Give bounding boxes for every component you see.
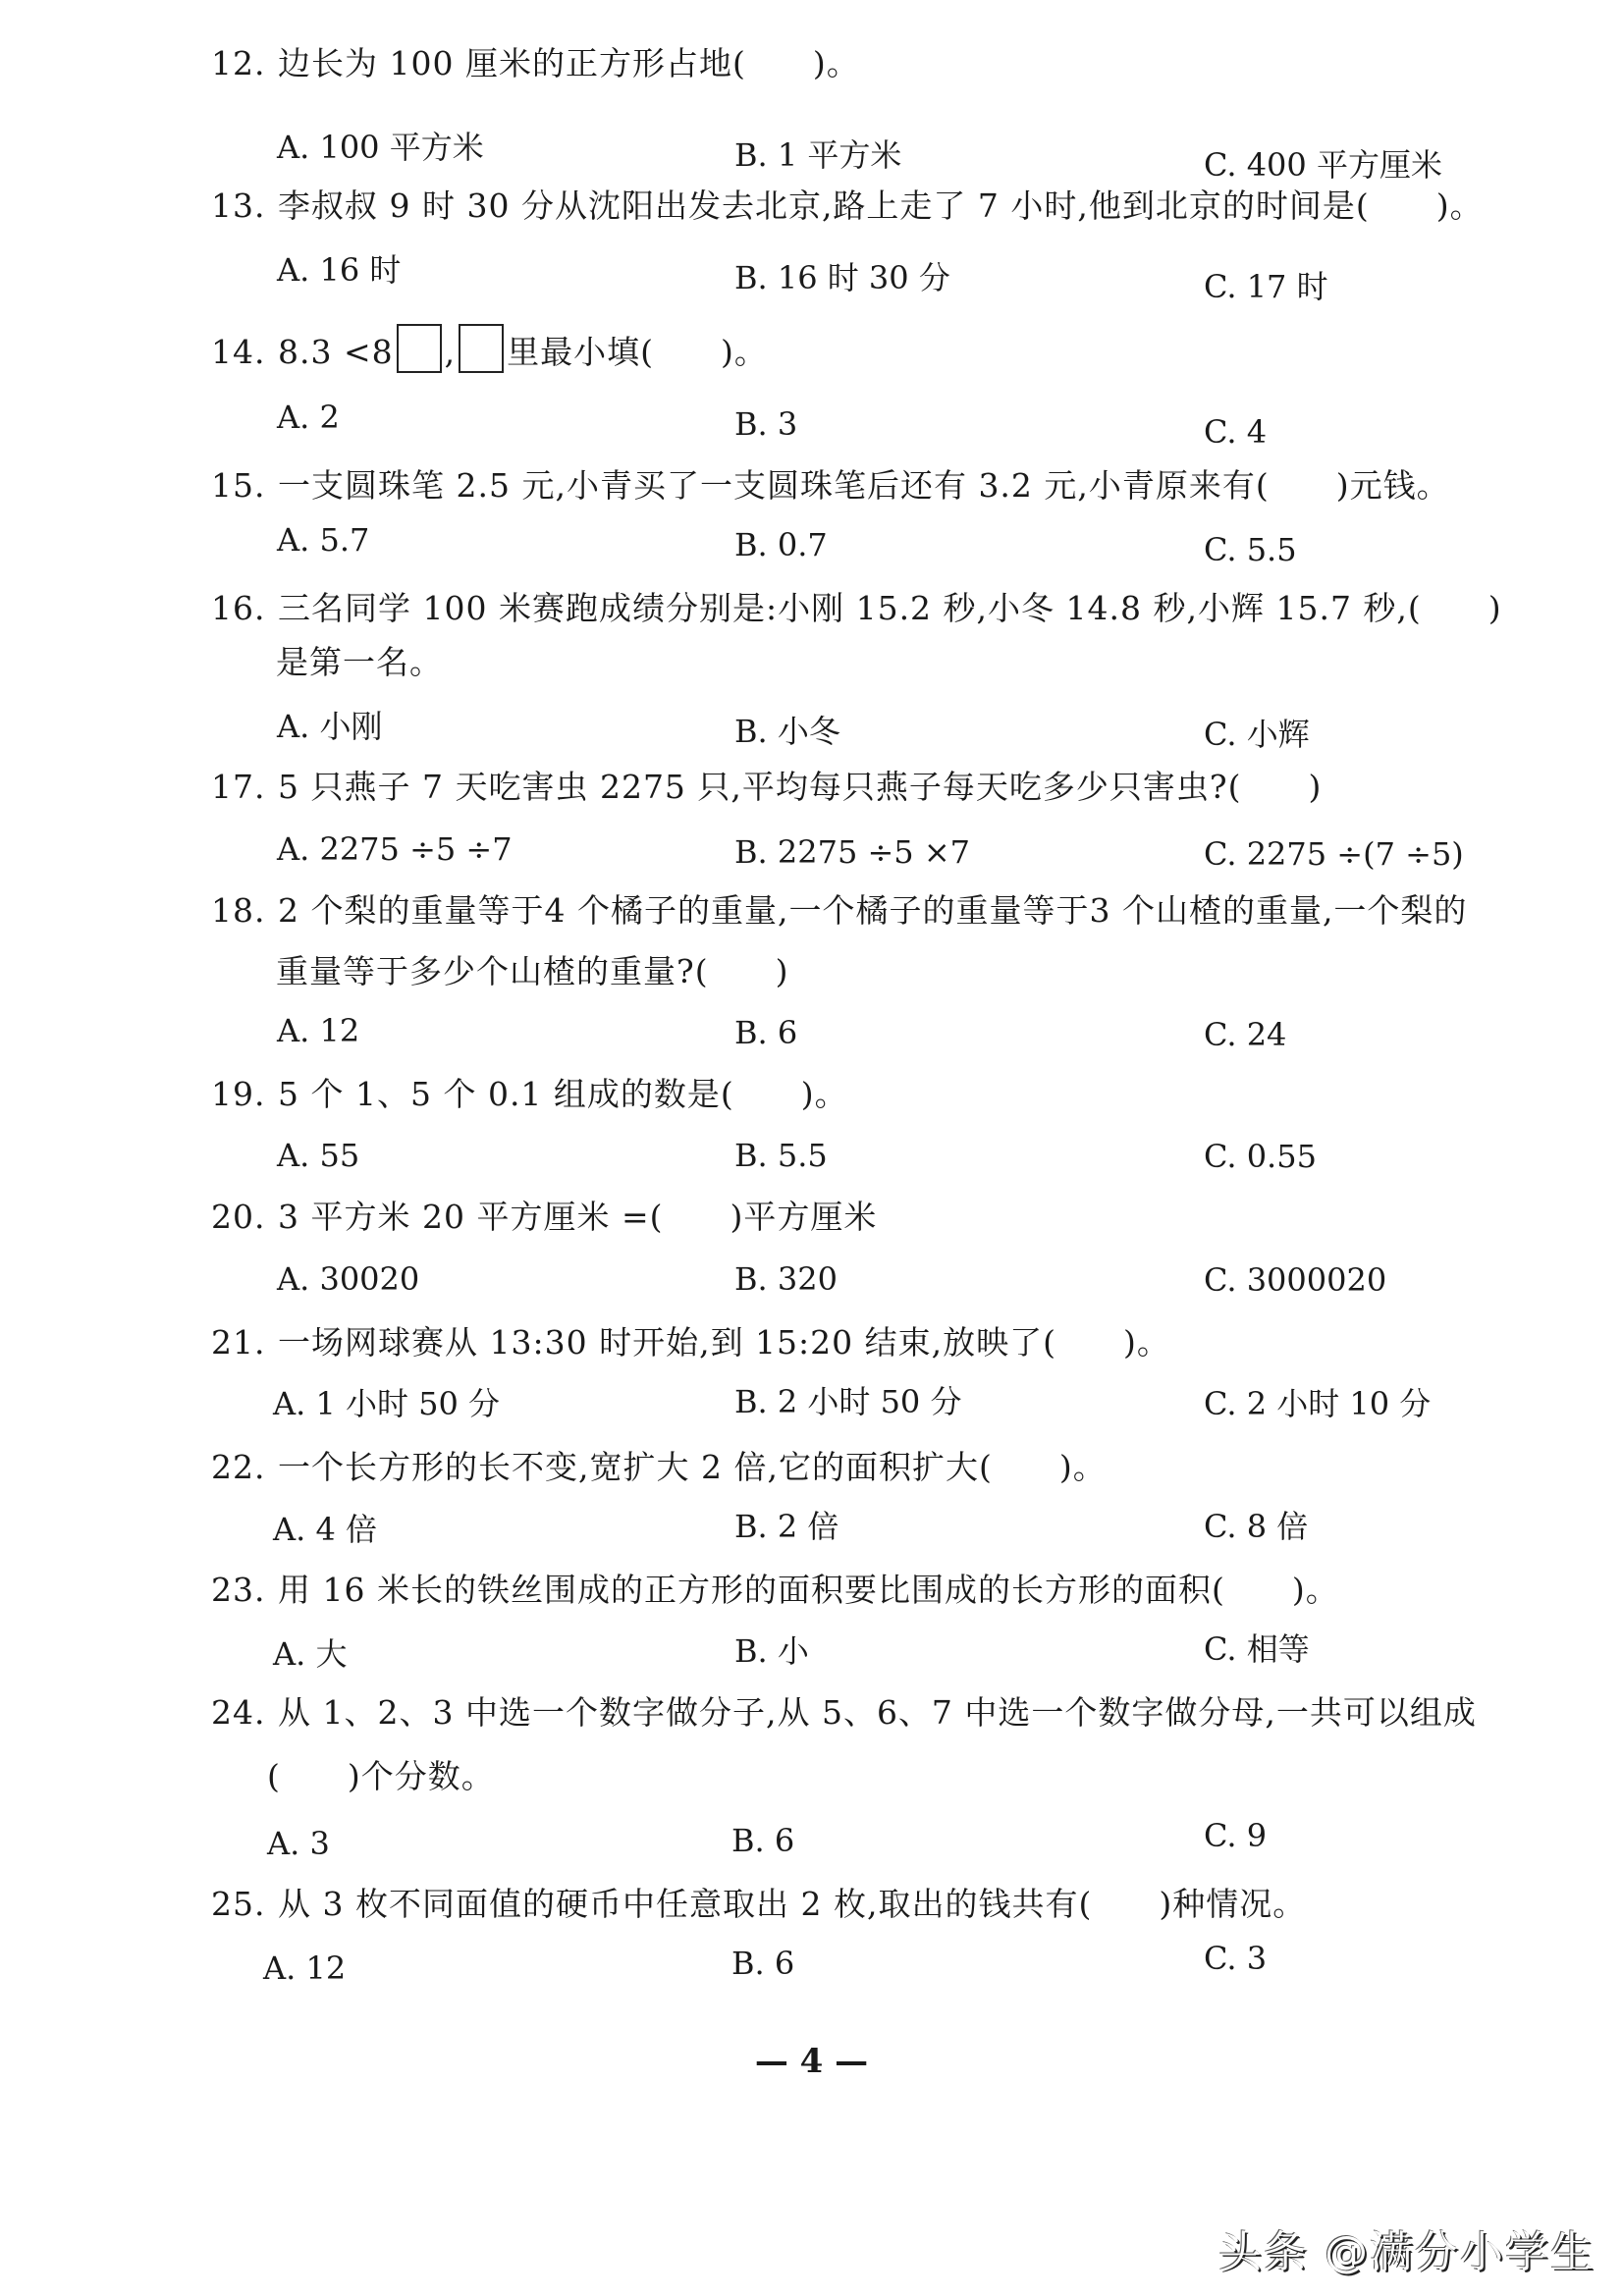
question-number: 24.: [211, 1693, 266, 1732]
question-text: 三名同学 100 米赛跑成绩分别是:小刚 15.2 秒,小冬 14.8 秒,小辉 15.7 秒,( ): [278, 589, 1502, 627]
question-number: 22.: [211, 1448, 266, 1486]
option-c[interactable]: C. 0.55: [1204, 1138, 1317, 1175]
option-c[interactable]: C. 4: [1204, 413, 1268, 451]
option-a[interactable]: A. 12: [263, 1949, 347, 1987]
option-b[interactable]: B. 6: [734, 1014, 798, 1051]
option-b[interactable]: B. 小冬: [734, 713, 840, 750]
question-number: 23.: [211, 1571, 266, 1609]
option-c[interactable]: C. 3000020: [1204, 1261, 1387, 1299]
question-number: 20.: [211, 1198, 266, 1236]
question-number: 25.: [211, 1885, 266, 1923]
option-b[interactable]: B. 1 平方米: [734, 136, 902, 174]
option-a[interactable]: A. 2: [277, 399, 340, 436]
question-text: 5 个 1、5 个 0.1 组成的数是( )。: [278, 1075, 848, 1113]
question-17: [211, 768, 1322, 807]
question-text: 从 1、2、3 中选一个数字做分子,从 5、6、7 中选一个数字做分母,一共可以组成: [278, 1693, 1477, 1732]
option-a[interactable]: A. 30020: [277, 1260, 420, 1298]
option-a[interactable]: A. 大: [273, 1635, 348, 1673]
question-number: 21.: [211, 1323, 266, 1362]
option-c[interactable]: C. 3: [1204, 1940, 1268, 1977]
option-b[interactable]: B. 0.7: [734, 526, 828, 563]
option-a[interactable]: A. 5.7: [277, 521, 370, 559]
question-text: 3 平方米 20 平方厘米 =( )平方厘米: [278, 1198, 878, 1236]
question-number: 15.: [211, 466, 266, 505]
option-c[interactable]: C. 2 小时 10 分: [1204, 1385, 1432, 1422]
option-a[interactable]: A. 4 倍: [273, 1511, 377, 1548]
option-b[interactable]: B. 2 小时 50 分: [734, 1383, 962, 1420]
question-text: 一个长方形的长不变,宽扩大 2 倍,它的面积扩大( )。: [278, 1448, 1107, 1486]
option-c[interactable]: C. 2275 ÷(7 ÷5): [1204, 835, 1464, 873]
option-b[interactable]: B. 16 时 30 分: [734, 259, 950, 296]
option-c[interactable]: C. 17 时: [1204, 268, 1328, 305]
question-number: 18.: [211, 891, 266, 930]
option-a[interactable]: A. 100 平方米: [277, 129, 484, 166]
option-a[interactable]: A. 2275 ÷5 ÷7: [277, 830, 513, 868]
question-text: 李叔叔 9 时 30 分从沈阳出发去北京,路上走了 7 小时,他到北京的时间是( )。: [278, 187, 1484, 225]
option-b[interactable]: B. 小: [734, 1632, 809, 1670]
question-19: [211, 1075, 848, 1114]
option-c[interactable]: C. 5.5: [1204, 531, 1297, 568]
question-24: [211, 1693, 1477, 1733]
question-text: 一场网球赛从 13:30 时开始,到 15:20 结束,放映了( )。: [278, 1323, 1170, 1362]
watermark: 头条 @满分小学生: [1218, 2227, 1596, 2277]
option-c[interactable]: C. 400 平方厘米: [1204, 146, 1442, 184]
option-c[interactable]: C. 相等: [1204, 1630, 1310, 1668]
option-a[interactable]: A. 小刚: [277, 708, 383, 745]
question-text: 用 16 米长的铁丝围成的正方形的面积要比围成的长方形的面积( )。: [278, 1571, 1339, 1609]
question-13: [211, 187, 1484, 226]
option-b[interactable]: B. 6: [731, 1945, 795, 1982]
option-b[interactable]: B. 6: [731, 1822, 795, 1859]
question-text: 里最小填( )。: [507, 333, 768, 371]
option-b[interactable]: B. 2275 ÷5 ×7: [734, 833, 970, 871]
question-18-continued: 重量等于多少个山楂的重量?( ): [276, 952, 789, 990]
option-b[interactable]: B. 3: [734, 405, 798, 443]
blank-box[interactable]: [459, 324, 504, 373]
question-23: [211, 1571, 1339, 1610]
question-number: 13.: [211, 187, 266, 225]
option-c[interactable]: C. 小辉: [1204, 716, 1310, 753]
question-text: 5 只燕子 7 天吃害虫 2275 只,平均每只燕子每天吃多少只害虫?( ): [278, 768, 1323, 806]
option-b[interactable]: B. 320: [734, 1260, 838, 1298]
question-25: [211, 1885, 1306, 1924]
question-18: [211, 891, 1467, 931]
blank-box[interactable]: [397, 324, 442, 373]
option-b[interactable]: B. 2 倍: [734, 1508, 839, 1545]
question-text: 一支圆珠笔 2.5 元,小青买了一支圆珠笔后还有 3.2 元,小青原来有( )元钱。: [278, 466, 1450, 505]
question-number: 12.: [211, 44, 266, 82]
option-c[interactable]: C. 24: [1204, 1016, 1287, 1053]
question-text: 边长为 100 厘米的正方形占地( )。: [278, 44, 860, 82]
question-number: 19.: [211, 1075, 266, 1113]
option-b[interactable]: B. 5.5: [734, 1137, 828, 1174]
comma: ,: [444, 333, 457, 371]
question-14: [211, 324, 768, 373]
option-a[interactable]: A. 1 小时 50 分: [273, 1385, 501, 1422]
question-text: 2 个梨的重量等于4 个橘子的重量,一个橘子的重量等于3 个山楂的重量,一个梨的: [278, 891, 1468, 930]
question-15: [211, 466, 1450, 506]
question-20: [211, 1198, 877, 1237]
question-text: 8.3 <8: [278, 333, 394, 371]
question-21: [211, 1323, 1170, 1362]
question-number: 14.: [211, 333, 266, 371]
question-text: 从 3 枚不同面值的硬币中任意取出 2 枚,取出的钱共有( )种情况。: [278, 1885, 1307, 1923]
option-a[interactable]: A. 16 时: [277, 251, 402, 289]
option-c[interactable]: C. 8 倍: [1204, 1508, 1309, 1545]
page-number: — 4 —: [754, 2042, 869, 2081]
question-12: [211, 44, 860, 83]
question-16-continued: 是第一名。: [276, 643, 443, 681]
option-a[interactable]: A. 12: [277, 1012, 360, 1049]
option-a[interactable]: A. 3: [267, 1825, 330, 1862]
question-number: 17.: [211, 768, 266, 806]
question-22: [211, 1448, 1107, 1487]
question-number: 16.: [211, 589, 266, 627]
option-a[interactable]: A. 55: [277, 1137, 360, 1174]
question-24-continued: ( )个分数。: [267, 1757, 495, 1795]
option-c[interactable]: C. 9: [1204, 1817, 1268, 1854]
question-16: [211, 589, 1502, 628]
